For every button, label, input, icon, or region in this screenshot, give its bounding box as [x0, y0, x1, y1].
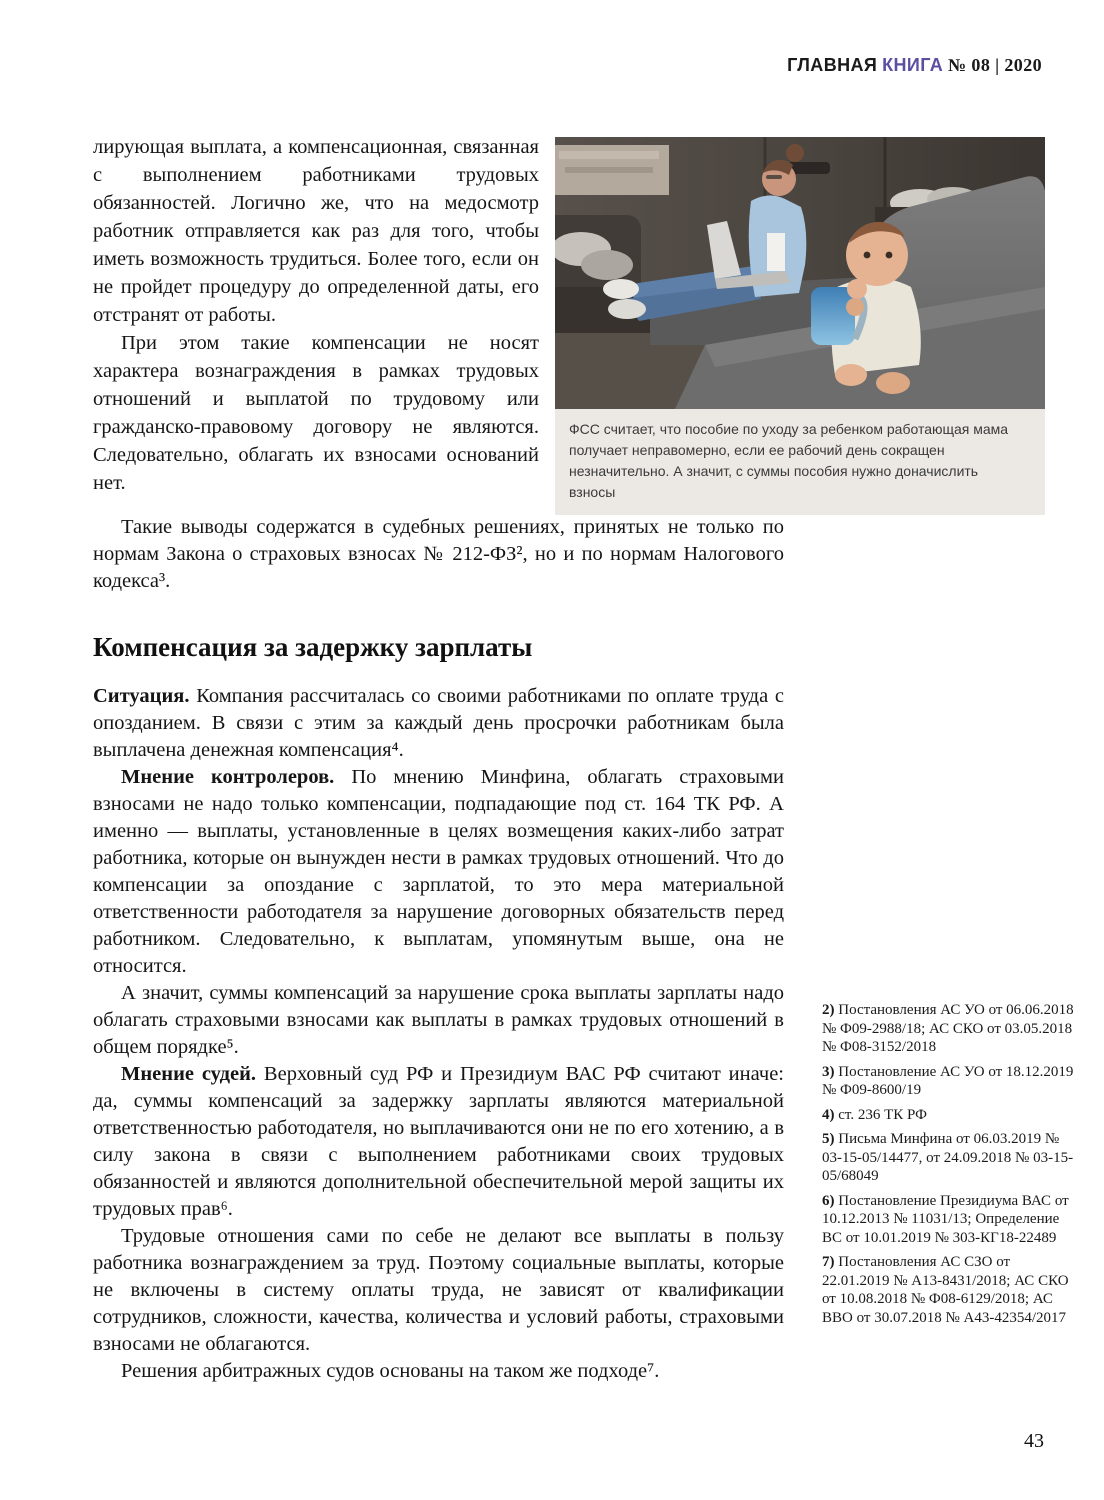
body-paragraph: Решения арбитражных судов основаны на таком же подходе⁷. [121, 1360, 660, 1382]
footnote-2: 2) Постановления АС УО от 06.06.2018 № Ф09-2988/18; АС СКО от 03.05.2018 № Ф08-3152/2018 [822, 1002, 1074, 1055]
section-heading: Компенсация за задержку зарплаты [93, 632, 533, 662]
footnote-5: 5) Письма Минфина от 06.03.2019 № 03-15-05/14477, от 24.09.2018 № 03-15-05/68049 [822, 1131, 1074, 1184]
body-paragraph: лирующая выплата, а компенсационная, связанная с выполнением работниками трудовых обязанностей. Логично же, что на медосмотр работник отправляется как раз для того, чтобы иметь возможность трудиться. Более того, если он не пройдет процедуру до определенной даты, его отстранят от работы. [93, 136, 539, 326]
paragraph-lead: Мнение судей. [121, 1063, 257, 1085]
body-paragraph: А значит, суммы компенсаций за нарушение срока выплаты зарплаты надо облагать страховыми взносами как выплаты в рамках трудовых отношений в общем порядке⁵. [93, 982, 784, 1058]
footnote-4: 4) ст. 236 ТК РФ [822, 1106, 927, 1123]
paragraph-situation: Ситуация. Компания рассчиталась со своими работниками по оплате труда с опозданием. В связи с этим за каждый день просрочки работникам была выплачена денежная компенсация⁴. [93, 685, 784, 761]
body-paragraph: При этом такие компенсации не носят характера вознаграждения в рамках трудовых отношений и выплатой по трудовому или гражданско-правовому договору не являются. Следовательно, облагать их взносами оснований нет. [93, 332, 539, 494]
article-photo [555, 137, 1045, 409]
photo-illustration [555, 137, 1045, 409]
footnote-6: 6) Постановление Президиума ВАС от 10.12.2013 № 11031/13; Определение ВС от 10.01.2019 № 303-КГ18-22489 [822, 1192, 1069, 1246]
photo-caption: ФСС считает, что пособие по уходу за ребенком работающая мама получает неправомерно, если ее рабочий день сокращен незначительно. А значит, с суммы пособия нужно доначислить взносы [555, 409, 1045, 515]
paragraph-controllers-opinion: Мнение контролеров. По мнению Минфина, облагать страховыми взносами не надо только компенсации, подпадающие под ст. 164 ТК РФ. А именно — выплаты, установленные в целях возмещения каких-либо затрат работника, которые он вынужден нести в рамках трудовых отношений. Что до компенсации за опоздание с зарплатой, то это мера материальной ответственности работодателя за нарушение договорных обязательств перед работником. Следовательно, к выплатам, упомянутым выше, она не относится. [93, 766, 784, 977]
page-number: 43 [1024, 1430, 1044, 1452]
left-text-column [93, 133, 539, 497]
issue-number: № 08 | 2020 [948, 55, 1042, 75]
masthead [787, 55, 1042, 76]
footnote-3: 3) Постановление АС УО от 18.12.2019 № Ф09-8600/19 [822, 1063, 1074, 1098]
paragraph-judges-opinion: Мнение судей. Верховный суд РФ и Президиум ВАС РФ считают иначе: да, суммы компенсаций за задержку зарплаты являются материальной ответственностью работодателя, но выплачиваются они не по его хотению, а в силу закона в связи с выполнением работниками своих трудовых обязанностей и являются дополнительной обеспечительной мерой защиты их трудовых прав⁶. [93, 1063, 784, 1220]
body-paragraph: Такие выводы содержатся в судебных решениях, принятых не только по нормам Закона о страховых взносах № 212-ФЗ², но и по нормам Налогового кодекса³. [93, 516, 784, 592]
article-body [93, 514, 784, 1385]
paragraph-lead: Мнение контролеров. [121, 766, 335, 788]
footnote-7: 7) Постановления АС СЗО от 22.01.2019 № А13-8431/2018; АС СКО от 10.08.2018 № Ф08-6129/2018; АС ВВО от 30.07.2018 № А43-42354/2017 [822, 1254, 1069, 1326]
magazine-title-black: ГЛАВНАЯ [787, 55, 878, 75]
footnotes-sidebar [822, 1001, 1078, 1333]
body-paragraph: Трудовые отношения сами по себе не делают все выплаты в пользу работника вознаграждением за труд. Поэтому социальные выплаты, которые не включены в систему оплаты труда, не зависят от квалификации сотрудников, сложности, качества, количества и условий работы, страховыми взносами не облагаются. [93, 1225, 784, 1355]
paragraph-lead: Ситуация. [93, 685, 190, 707]
magazine-title-purple: КНИГА [882, 55, 944, 75]
